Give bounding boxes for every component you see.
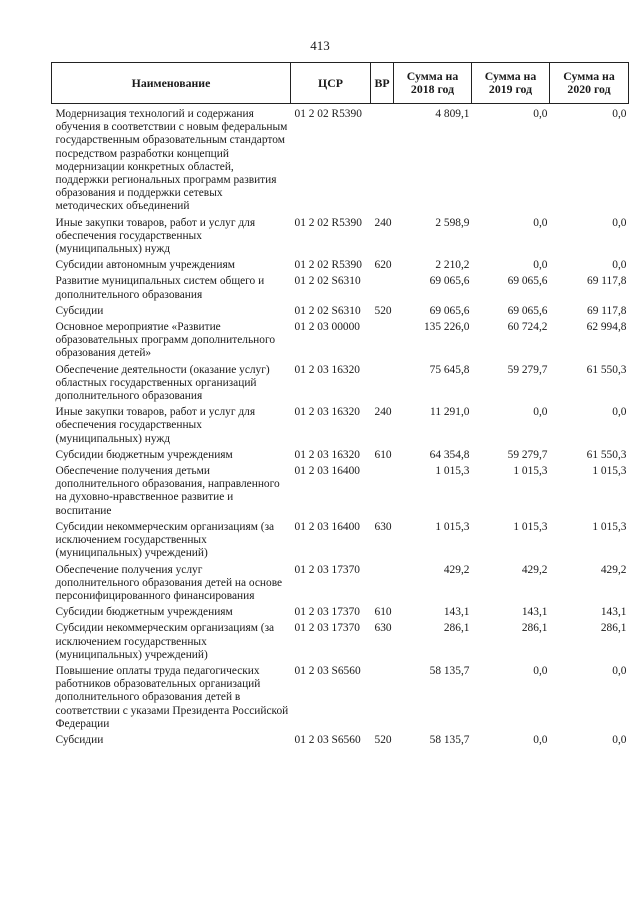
cell-name: Субсидии некоммерческим организациям (за исключением государственных (муниципальных) учреждений) xyxy=(55,622,275,661)
cell-sum-2019: 429,2 xyxy=(521,563,548,576)
cell-csr: 01 2 03 17370 xyxy=(294,622,360,635)
cell-vr: 630 xyxy=(374,622,392,635)
cell-vr: 630 xyxy=(374,520,392,533)
table-row xyxy=(52,364,629,407)
header-sum-2019: Сумма на 2019 год xyxy=(472,63,550,104)
cell-csr: 01 2 03 00000 xyxy=(294,321,360,334)
cell-sum-2019: 0,0 xyxy=(533,108,548,120)
table-row xyxy=(52,275,629,304)
cell-csr: 01 2 03 17370 xyxy=(294,606,360,619)
table-body xyxy=(52,104,629,751)
table-row xyxy=(52,606,629,622)
cell-sum-2018: 143,1 xyxy=(443,606,470,619)
cell-sum-2019: 69 065,6 xyxy=(507,304,548,317)
cell-sum-2018: 1 015,3 xyxy=(435,520,470,533)
cell-sum-2018: 4 809,1 xyxy=(435,108,470,120)
cell-csr: 01 2 03 S6560 xyxy=(294,733,361,746)
cell-sum-2019: 69 065,6 xyxy=(507,275,548,288)
cell-name: Иные закупки товаров, работ и услуг для обеспечения государственных (муниципальных) нужд xyxy=(55,406,256,445)
cell-name: Повышение оплаты труда педагогических работников образовательных организаций дополнительного образования детей в соответствии с указами Президента Российской Федерации xyxy=(55,664,289,730)
cell-vr: 520 xyxy=(374,733,392,746)
budget-table xyxy=(51,62,629,750)
header-name: Наименование xyxy=(52,63,291,104)
cell-vr: 520 xyxy=(374,304,392,317)
cell-sum-2018: 64 354,8 xyxy=(429,448,470,461)
cell-sum-2020: 143,1 xyxy=(600,606,627,619)
cell-sum-2020: 61 550,3 xyxy=(586,448,627,461)
cell-sum-2019: 286,1 xyxy=(521,622,548,635)
cell-sum-2020: 1 015,3 xyxy=(592,520,627,533)
cell-csr: 01 2 03 16320 xyxy=(294,406,360,419)
table-row xyxy=(52,259,629,275)
cell-sum-2018: 135 226,0 xyxy=(423,321,470,334)
cell-vr xyxy=(371,104,394,217)
cell-sum-2020: 0,0 xyxy=(612,259,627,272)
cell-name: Обеспечение получения услуг дополнительного образования детей на основе персонифицированного финансирования xyxy=(55,563,283,602)
cell-vr xyxy=(371,465,394,521)
table-row xyxy=(52,734,629,750)
cell-csr: 01 2 03 S6560 xyxy=(294,664,361,677)
cell-sum-2018: 429,2 xyxy=(443,563,470,576)
cell-name: Субсидии xyxy=(55,733,104,746)
table-row xyxy=(52,321,629,364)
table-row xyxy=(52,465,629,521)
cell-sum-2018: 69 065,6 xyxy=(429,275,470,288)
cell-sum-2019: 60 724,2 xyxy=(507,321,548,334)
cell-sum-2020: 429,2 xyxy=(600,563,627,576)
cell-sum-2020: 286,1 xyxy=(600,622,627,635)
cell-sum-2018: 2 210,2 xyxy=(435,259,470,272)
header-csr: ЦСР xyxy=(291,63,371,104)
cell-name: Основное мероприятие «Развитие образовательных программ дополнительного образования детей» xyxy=(55,321,276,360)
cell-sum-2019: 0,0 xyxy=(533,406,548,419)
cell-name: Иные закупки товаров, работ и услуг для обеспечения государственных (муниципальных) нужд xyxy=(55,216,256,256)
cell-csr: 01 2 03 16400 xyxy=(294,520,360,533)
cell-name: Обеспечение деятельности (оказание услуг) областных государственных организаций дополнительного образования xyxy=(55,363,270,403)
cell-vr xyxy=(371,275,394,304)
cell-name: Субсидии бюджетным учреждениям xyxy=(55,448,233,461)
cell-vr xyxy=(371,321,394,364)
cell-vr: 620 xyxy=(374,259,392,272)
cell-vr: 240 xyxy=(374,406,392,419)
cell-sum-2020: 0,0 xyxy=(612,108,627,120)
cell-csr: 01 2 02 S6310 xyxy=(294,275,361,288)
cell-vr xyxy=(371,564,394,607)
cell-vr: 610 xyxy=(374,448,392,461)
table-row xyxy=(52,622,629,665)
cell-csr: 01 2 03 17370 xyxy=(294,563,360,576)
cell-sum-2018: 58 135,7 xyxy=(429,733,470,746)
cell-vr xyxy=(371,364,394,407)
page-number: 413 xyxy=(310,38,330,53)
cell-sum-2020: 0,0 xyxy=(612,216,627,229)
cell-sum-2019: 0,0 xyxy=(533,664,548,677)
cell-vr: 610 xyxy=(374,606,392,619)
table-row xyxy=(52,104,629,217)
cell-name: Субсидии бюджетным учреждениям xyxy=(55,606,233,619)
cell-csr: 01 2 03 16320 xyxy=(294,448,360,461)
cell-sum-2020: 62 994,8 xyxy=(586,321,627,334)
table-row xyxy=(52,564,629,607)
cell-sum-2018: 75 645,8 xyxy=(429,363,470,376)
cell-sum-2020: 0,0 xyxy=(612,664,627,677)
cell-sum-2020: 0,0 xyxy=(612,733,627,746)
table-header xyxy=(52,63,629,104)
table-row xyxy=(52,449,629,465)
cell-sum-2018: 11 291,0 xyxy=(430,406,470,419)
cell-sum-2020: 61 550,3 xyxy=(586,363,627,376)
table-row xyxy=(52,217,629,260)
cell-sum-2020: 1 015,3 xyxy=(592,465,627,478)
cell-csr: 01 2 02 R5390 xyxy=(294,259,362,272)
cell-name: Модернизация технологий и содержания обучения в соответствии с новым федеральным государственным образовательным стандартом посредством разработки концепций модернизации конкретных областей, поддержки региональных программ развития образования и поддержки сетевых методических объединений xyxy=(55,108,288,213)
cell-sum-2019: 143,1 xyxy=(521,606,548,619)
cell-name: Обеспечение получения детьми дополнительного образования, направленного на духовно-нравственное развитие и воспитание xyxy=(55,465,280,517)
cell-sum-2018: 58 135,7 xyxy=(429,664,470,677)
cell-name: Субсидии xyxy=(55,304,104,317)
cell-sum-2020: 69 117,8 xyxy=(587,304,627,317)
cell-csr: 01 2 03 16320 xyxy=(294,363,360,376)
cell-sum-2019: 1 015,3 xyxy=(513,520,548,533)
cell-sum-2018: 1 015,3 xyxy=(435,465,470,478)
cell-sum-2020: 0,0 xyxy=(612,406,627,419)
header-vr: ВР xyxy=(371,63,394,104)
cell-vr: 240 xyxy=(374,216,392,229)
cell-csr: 01 2 02 R5390 xyxy=(294,216,362,229)
cell-sum-2019: 0,0 xyxy=(533,733,548,746)
cell-sum-2019: 0,0 xyxy=(533,216,548,229)
cell-csr: 01 2 02 R5390 xyxy=(294,108,362,120)
header-sum-2020: Сумма на 2020 год xyxy=(550,63,629,104)
cell-sum-2019: 59 279,7 xyxy=(507,363,548,376)
table-row xyxy=(52,665,629,734)
cell-csr: 01 2 03 16400 xyxy=(294,465,360,478)
cell-csr: 01 2 02 S6310 xyxy=(294,304,361,317)
cell-name: Субсидии некоммерческим организациям (за исключением государственных (муниципальных) учреждений) xyxy=(55,520,275,560)
cell-sum-2019: 0,0 xyxy=(533,259,548,272)
cell-sum-2018: 286,1 xyxy=(443,622,470,635)
cell-sum-2018: 2 598,9 xyxy=(435,216,470,229)
cell-vr xyxy=(371,665,394,734)
cell-name: Субсидии автономным учреждениям xyxy=(55,259,235,272)
table-row xyxy=(52,521,629,564)
cell-sum-2020: 69 117,8 xyxy=(587,275,627,288)
cell-name: Развитие муниципальных систем общего и дополнительного образования xyxy=(55,275,265,301)
table-row xyxy=(52,406,629,449)
cell-sum-2019: 1 015,3 xyxy=(513,465,548,478)
header-sum-2018: Сумма на 2018 год xyxy=(394,63,472,104)
cell-sum-2019: 59 279,7 xyxy=(507,448,548,461)
table-row xyxy=(52,305,629,321)
cell-sum-2018: 69 065,6 xyxy=(429,304,470,317)
